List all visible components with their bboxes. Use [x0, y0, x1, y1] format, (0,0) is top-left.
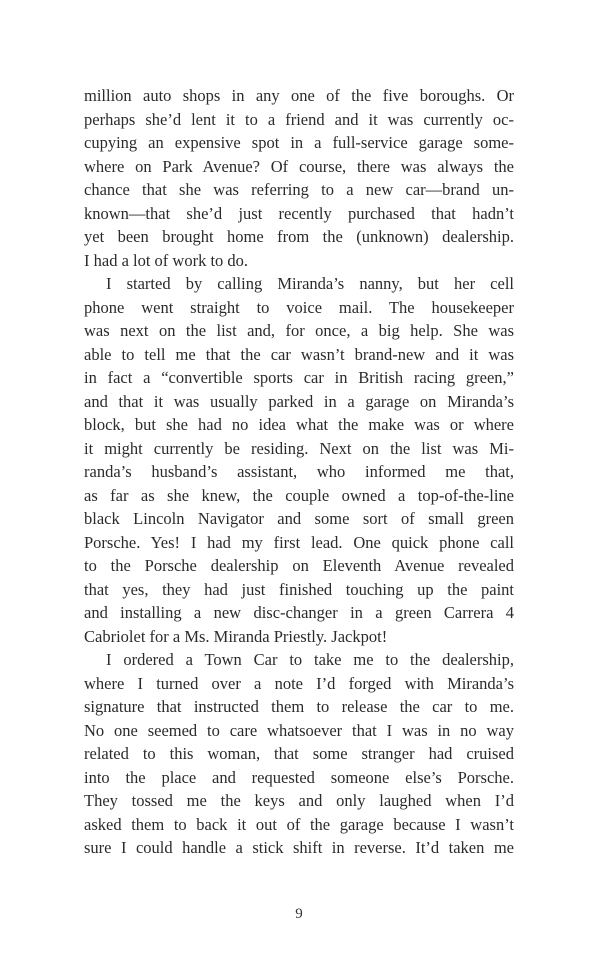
text-line: signature that instructed them to release the car to me. [84, 697, 514, 716]
text-line: to the Porsche dealership on Eleventh Avenue revealed [84, 556, 514, 575]
text-line: They tossed me the keys and only laughed when I’d [84, 791, 514, 810]
text-line: into the place and requested someone else’s Porsche. [84, 767, 514, 787]
text-line: Porsche. Yes! I had my first lead. One quick phone call [84, 532, 514, 552]
text-line: I started by calling Miranda’s nanny, but her cell [106, 274, 514, 293]
text-line: where on Park Avenue? Of course, there was always the [84, 156, 514, 176]
text-line: yet been brought home from the (unknown) dealership. [84, 227, 514, 246]
text-line: in fact a “convertible sports car in British racing green,” [84, 368, 514, 387]
text-line: Cabriolet for a Ms. Miranda Priestly. Jackpot! [84, 626, 388, 646]
text-line: block, but she had no idea what the make was or where [84, 415, 514, 434]
text-line: black Lincoln Navigator and some sort of small green [84, 509, 514, 528]
text-line: and that it was usually parked in a garage on Miranda’s [84, 391, 514, 411]
text-line: sure I could handle a stick shift in reverse. It’d taken me [84, 838, 514, 857]
text-line: as far as she knew, the couple owned a top-of-the-line [84, 485, 514, 505]
text-line: phone went straight to voice mail. The housekeeper [84, 297, 514, 317]
body-text [84, 84, 514, 860]
text-line: and installing a new disc-changer in a green Carrera 4 [84, 603, 514, 622]
text-line: No one seemed to care whatsoever that I was in no way [84, 720, 514, 740]
text-line: million auto shops in any one of the five boroughs. Or [84, 86, 514, 105]
text-line: perhaps she’d lent it to a friend and it was currently oc- [84, 109, 514, 129]
paragraph [84, 648, 514, 860]
text-line: randa’s husband’s assistant, who informed me that, [84, 462, 514, 481]
page-number: 9 [295, 906, 303, 922]
text-line: known—that she’d just recently purchased that hadn’t [84, 203, 514, 223]
text-line: that yes, they had just finished touching up the paint [84, 579, 514, 599]
paragraph [84, 84, 514, 272]
text-line: I ordered a Town Car to take me to the dealership, [106, 650, 514, 669]
text-line: able to tell me that the car wasn’t brand-new and it was [84, 344, 514, 364]
text-line: where I turned over a note I’d forged with Miranda’s [84, 673, 514, 693]
text-line: it might currently be residing. Next on the list was Mi- [84, 438, 514, 458]
paragraph [84, 272, 514, 648]
text-line: was next on the list and, for once, a big help. She was [84, 321, 514, 340]
text-line: cupying an expensive spot in a full-service garage some- [84, 133, 514, 152]
text-line: asked them to back it out of the garage because I wasn’t [84, 814, 514, 834]
text-line: I had a lot of work to do. [84, 250, 249, 270]
text-line: related to this woman, that some stranger had cruised [84, 744, 514, 763]
text-line: chance that she was referring to a new car—brand un- [84, 180, 514, 199]
